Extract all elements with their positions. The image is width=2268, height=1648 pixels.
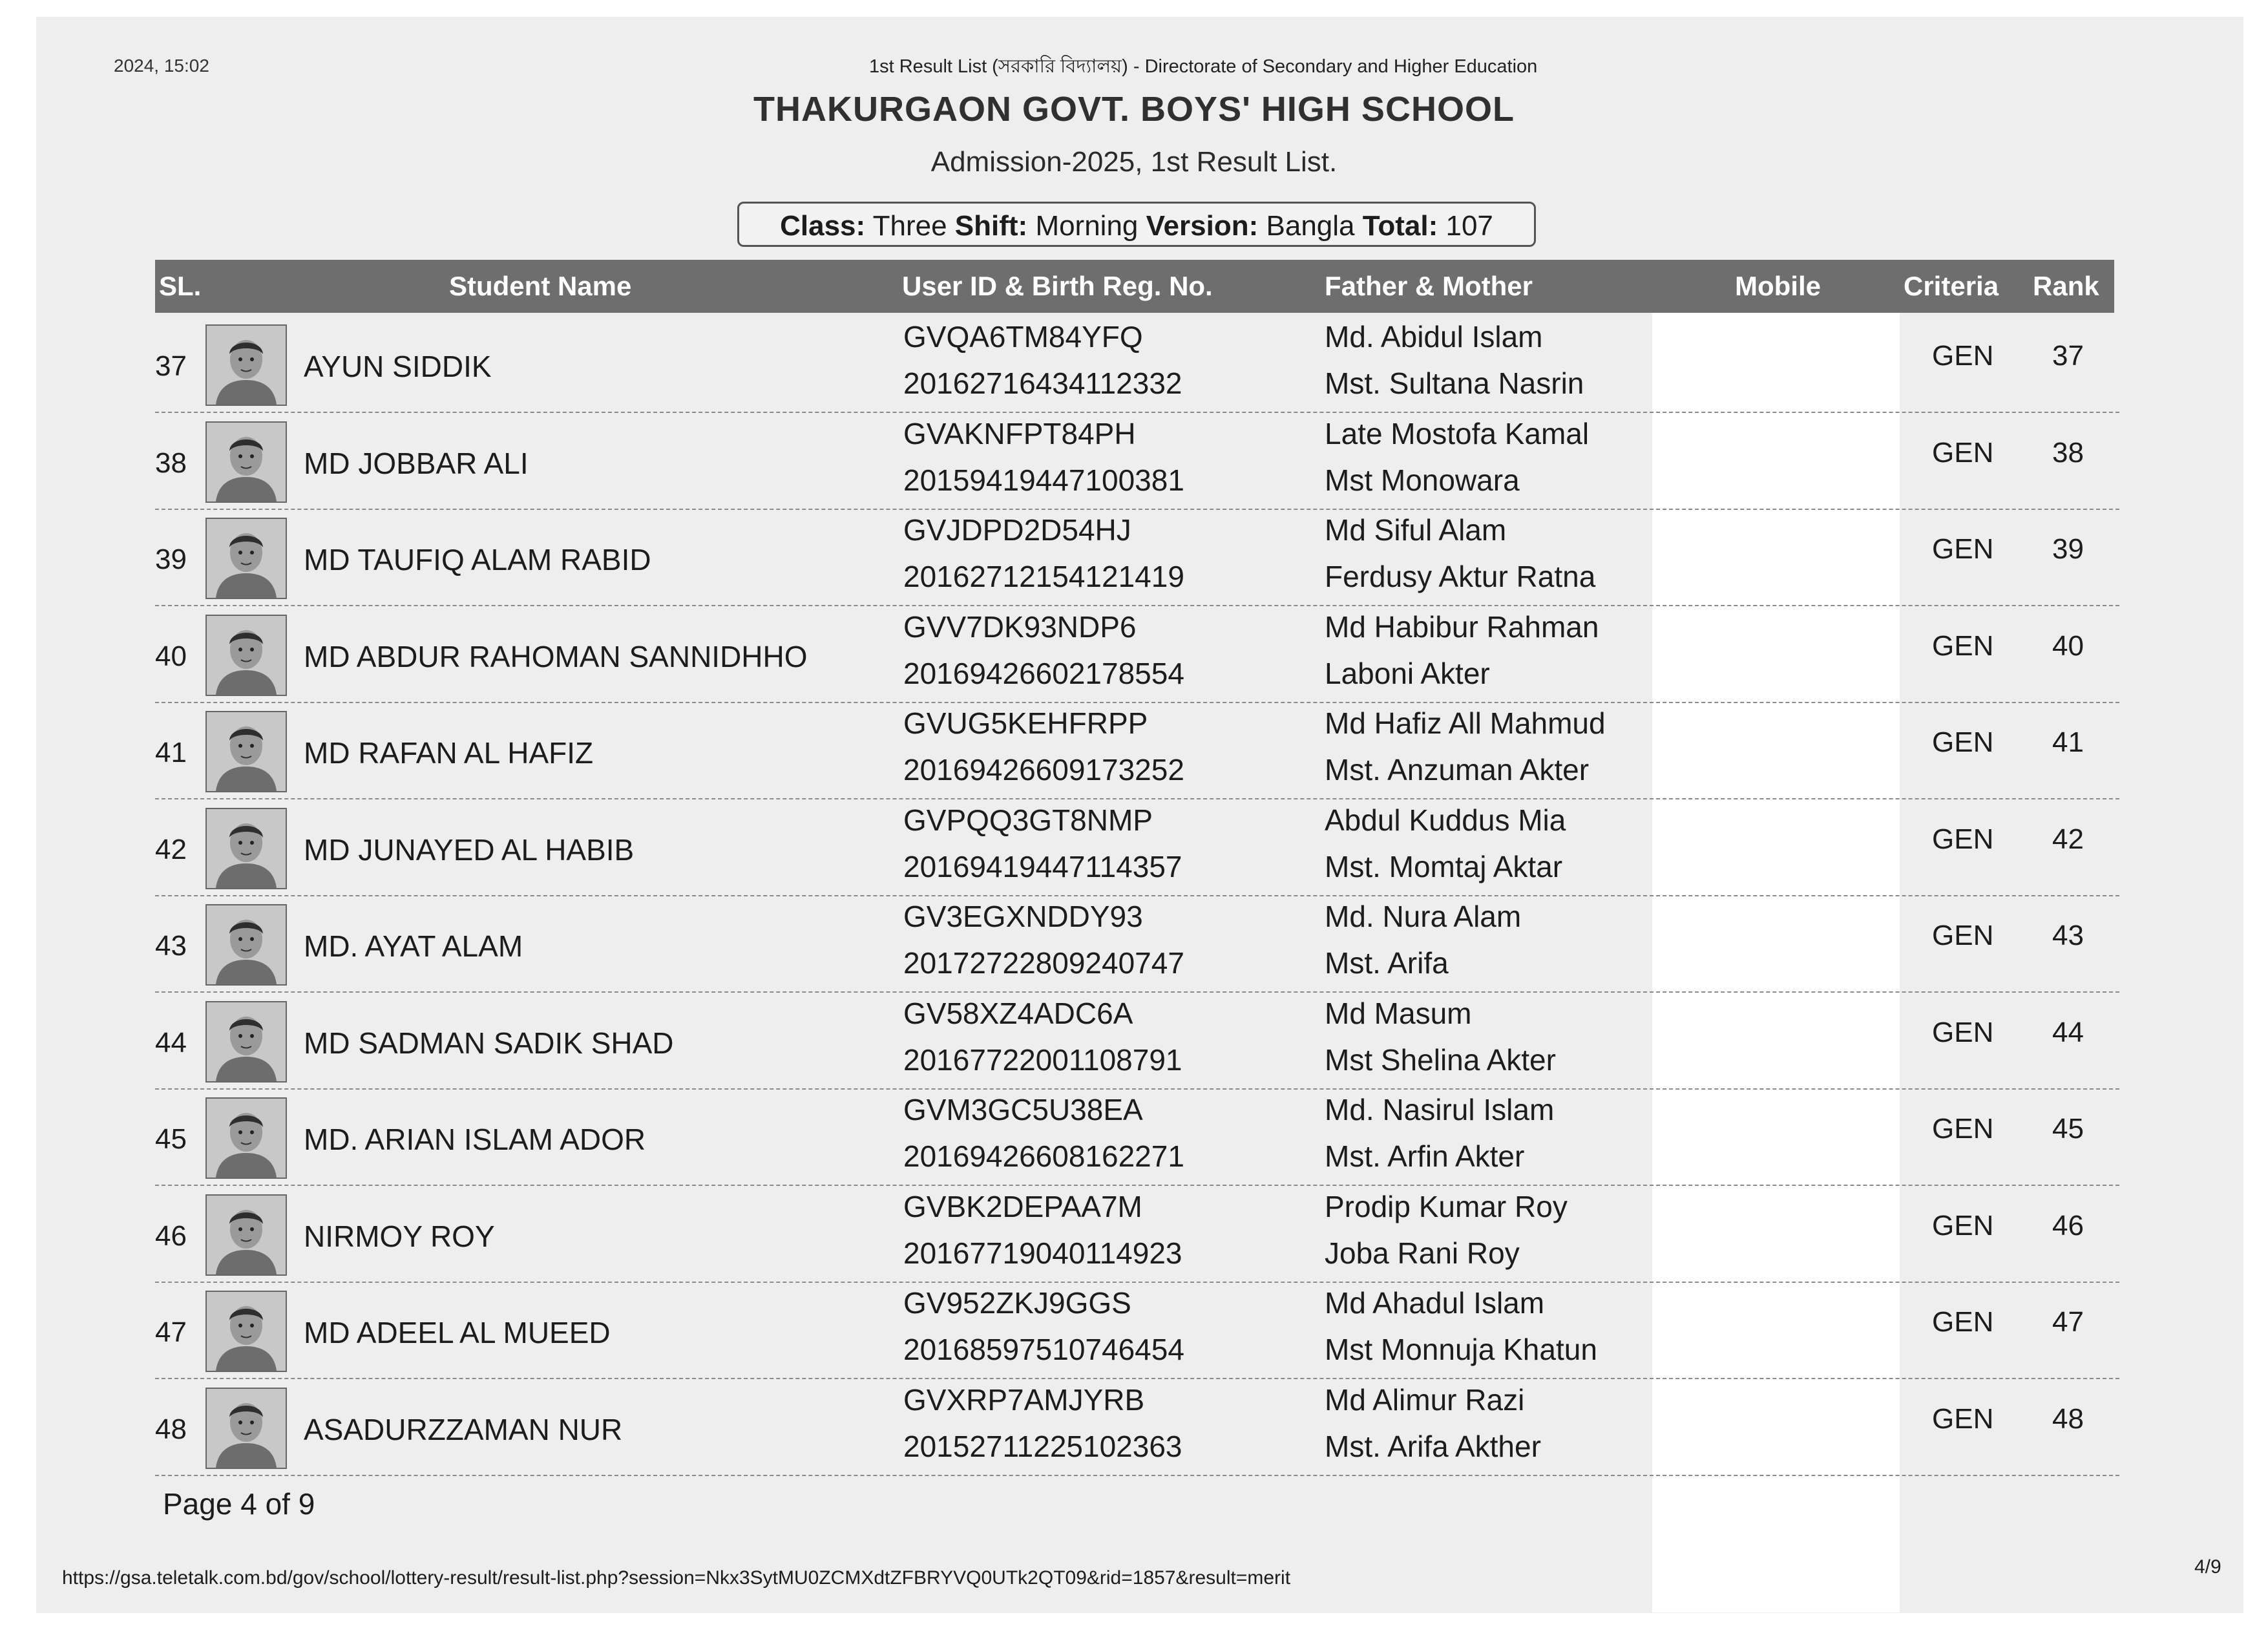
row-serial: 37 <box>155 350 187 382</box>
criteria: GEN <box>1932 1113 1994 1145</box>
row-divider <box>155 509 2119 510</box>
table-row <box>155 899 2119 996</box>
version-value: Bangla <box>1266 210 1355 242</box>
birth-reg-no: 20152711225102363 <box>903 1430 1182 1463</box>
row-divider <box>155 991 2119 993</box>
user-id: GV3EGXNDDY93 <box>903 900 1143 933</box>
user-id: GV952ZKJ9GGS <box>903 1286 1131 1320</box>
class-label: Class: <box>780 210 866 242</box>
student-photo <box>205 904 287 986</box>
criteria: GEN <box>1932 1210 1994 1241</box>
student-name: MD JUNAYED AL HABIB <box>304 833 635 867</box>
rank: 47 <box>2052 1306 2084 1338</box>
row-divider <box>155 1475 2119 1476</box>
rank: 37 <box>2052 340 2084 372</box>
class-info-box <box>737 202 1536 247</box>
rank: 45 <box>2052 1113 2084 1145</box>
criteria: GEN <box>1932 533 1994 565</box>
rank: 39 <box>2052 533 2084 565</box>
table-row <box>155 996 2119 1093</box>
row-serial: 38 <box>155 447 187 479</box>
version-label: Version: <box>1146 210 1259 242</box>
student-photo <box>205 1388 287 1469</box>
user-id: GVAKNFPT84PH <box>903 417 1136 450</box>
student-name: MD ABDUR RAHOMAN SANNIDHHO <box>304 640 808 673</box>
birth-reg-no: 20167722001108791 <box>903 1043 1182 1077</box>
shift-label: Shift: <box>954 210 1028 242</box>
mother-name: Mst Monowara <box>1325 463 1520 497</box>
row-serial: 39 <box>155 544 187 575</box>
student-name: MD TAUFIQ ALAM RABID <box>304 543 651 576</box>
row-serial: 43 <box>155 930 187 962</box>
col-mobile: Mobile <box>1735 271 1821 301</box>
user-id: GVBK2DEPAA7M <box>903 1190 1142 1223</box>
col-sl: SL. <box>159 271 202 301</box>
student-name: MD SADMAN SADIK SHAD <box>304 1026 674 1060</box>
student-name: MD. ARIAN ISLAM ADOR <box>304 1123 646 1156</box>
rank: 43 <box>2052 920 2084 951</box>
user-id: GVV7DK93NDP6 <box>903 610 1137 644</box>
user-id: GVJDPD2D54HJ <box>903 513 1131 547</box>
col-parents: Father & Mother <box>1325 271 1533 301</box>
student-photo <box>205 808 287 889</box>
col-criteria: Criteria <box>1904 271 1999 301</box>
father-name: Md. Abidul Islam <box>1325 320 1543 354</box>
shift-value: Morning <box>1035 210 1139 242</box>
criteria: GEN <box>1932 437 1994 469</box>
student-photo <box>205 324 287 406</box>
student-photo <box>205 421 287 503</box>
row-divider <box>155 1282 2119 1283</box>
mother-name: Joba Rani Roy <box>1325 1236 1520 1270</box>
table-row <box>155 609 2119 706</box>
student-name: MD ADEEL AL MUEED <box>304 1316 611 1349</box>
birth-reg-no: 20169419447114357 <box>903 850 1182 883</box>
page-number: 4/9 <box>2194 1556 2221 1578</box>
table-row <box>155 319 2119 416</box>
col-rank: Rank <box>2033 271 2099 301</box>
row-divider <box>155 412 2119 413</box>
col-user-id: User ID & Birth Reg. No. <box>902 271 1213 301</box>
student-name: MD JOBBAR ALI <box>304 447 529 480</box>
rank: 40 <box>2052 630 2084 662</box>
table-row <box>155 416 2119 513</box>
list-subtitle: Admission-2025, 1st Result List. <box>930 146 1338 178</box>
birth-reg-no: 20168597510746454 <box>903 1333 1184 1366</box>
rank: 38 <box>2052 437 2084 469</box>
mother-name: Mst. Arifa <box>1325 946 1449 980</box>
birth-reg-no: 20169426609173252 <box>903 753 1184 787</box>
mother-name: Mst. Arfin Akter <box>1325 1139 1525 1173</box>
father-name: Late Mostofa Kamal <box>1325 417 1590 450</box>
table-header <box>155 260 2114 313</box>
criteria: GEN <box>1932 630 1994 662</box>
table-row <box>155 803 2119 900</box>
father-name: Md. Nasirul Islam <box>1325 1093 1555 1126</box>
row-serial: 48 <box>155 1413 187 1445</box>
rank: 41 <box>2052 726 2084 758</box>
mother-name: Mst Shelina Akter <box>1325 1043 1556 1077</box>
user-id: GVQA6TM84YFQ <box>903 320 1143 354</box>
criteria: GEN <box>1932 1403 1994 1435</box>
row-divider <box>155 605 2119 606</box>
user-id: GVXRP7AMJYRB <box>903 1383 1145 1417</box>
row-serial: 45 <box>155 1123 187 1155</box>
mother-name: Mst. Momtaj Aktar <box>1325 850 1563 883</box>
user-id: GV58XZ4ADC6A <box>903 997 1133 1030</box>
birth-reg-no: 20169426608162271 <box>903 1139 1184 1173</box>
row-divider <box>155 1088 2119 1090</box>
table-row <box>155 512 2119 609</box>
col-student-name: Student Name <box>449 271 632 301</box>
criteria: GEN <box>1932 726 1994 758</box>
birth-reg-no: 20162716434112332 <box>903 366 1182 400</box>
rank: 42 <box>2052 823 2084 855</box>
student-photo <box>205 1291 287 1372</box>
mother-name: Laboni Akter <box>1325 657 1490 690</box>
mother-name: Mst Monnuja Khatun <box>1325 1333 1597 1366</box>
class-value: Three <box>872 210 947 242</box>
student-name: NIRMOY ROY <box>304 1220 495 1253</box>
total-value: 107 <box>1445 210 1493 242</box>
mother-name: Ferdusy Aktur Ratna <box>1325 560 1596 593</box>
birth-reg-no: 20162712154121419 <box>903 560 1184 593</box>
father-name: Md Habibur Rahman <box>1325 610 1599 644</box>
table-row <box>155 1092 2119 1189</box>
row-divider <box>155 1185 2119 1186</box>
student-name: AYUN SIDDIK <box>304 350 492 383</box>
mother-name: Mst. Anzuman Akter <box>1325 753 1590 787</box>
table-row <box>155 1189 2119 1286</box>
total-label: Total: <box>1362 210 1438 242</box>
rank: 48 <box>2052 1403 2084 1435</box>
student-photo <box>205 1097 287 1179</box>
criteria: GEN <box>1932 1306 1994 1338</box>
row-serial: 47 <box>155 1316 187 1348</box>
student-photo <box>205 518 287 599</box>
print-datetime: 2024, 15:02 <box>114 56 209 76</box>
user-id: GVUG5KEHFRPP <box>903 706 1148 740</box>
criteria: GEN <box>1932 920 1994 951</box>
directorate-line: 1st Result List (সরকারি বিদ্যালয়) - Directorate of Secondary and Higher Education <box>869 56 1538 77</box>
mother-name: Mst. Sultana Nasrin <box>1325 366 1584 400</box>
row-serial: 40 <box>155 640 187 672</box>
row-divider <box>155 895 2119 896</box>
student-photo <box>205 1194 287 1276</box>
father-name: Md Alimur Razi <box>1325 1383 1525 1417</box>
father-name: Prodip Kumar Roy <box>1325 1190 1568 1223</box>
father-name: Abdul Kuddus Mia <box>1325 803 1566 837</box>
row-serial: 42 <box>155 834 187 865</box>
user-id: GVPQQ3GT8NMP <box>903 803 1153 837</box>
father-name: Md. Nura Alam <box>1325 900 1522 933</box>
father-name: Md Masum <box>1325 997 1472 1030</box>
row-serial: 41 <box>155 737 187 768</box>
student-photo <box>205 711 287 792</box>
birth-reg-no: 20172722809240747 <box>903 946 1184 980</box>
father-name: Md Ahadul Islam <box>1325 1286 1545 1320</box>
criteria: GEN <box>1932 340 1994 372</box>
row-serial: 46 <box>155 1220 187 1252</box>
father-name: Md Hafiz All Mahmud <box>1325 706 1606 740</box>
student-name: MD RAFAN AL HAFIZ <box>304 736 594 770</box>
father-name: Md Siful Alam <box>1325 513 1507 547</box>
birth-reg-no: 20169426602178554 <box>903 657 1184 690</box>
page-indicator: Page 4 of 9 <box>163 1487 315 1521</box>
birth-reg-no: 20167719040114923 <box>903 1236 1182 1270</box>
row-divider <box>155 798 2119 799</box>
school-name: THAKURGAON GOVT. BOYS' HIGH SCHOOL <box>753 90 1515 129</box>
page-url: https://gsa.teletalk.com.bd/gov/school/lottery-result/result-list.php?session=Nkx3SytMU0ZCMXdtZFBRYVQ0UTk2QT09&rid=1857&result=merit <box>62 1567 1291 1589</box>
student-photo <box>205 1001 287 1083</box>
birth-reg-no: 20159419447100381 <box>903 463 1184 497</box>
criteria: GEN <box>1932 823 1994 855</box>
user-id: GVM3GC5U38EA <box>903 1093 1143 1126</box>
row-serial: 44 <box>155 1027 187 1059</box>
student-photo <box>205 615 287 696</box>
rank: 44 <box>2052 1017 2084 1048</box>
table-row <box>155 1382 2119 1479</box>
table-row <box>155 1285 2119 1382</box>
criteria: GEN <box>1932 1017 1994 1048</box>
row-divider <box>155 1378 2119 1379</box>
student-name: ASADURZZAMAN NUR <box>304 1413 623 1446</box>
mother-name: Mst. Arifa Akther <box>1325 1430 1541 1463</box>
rank: 46 <box>2052 1210 2084 1241</box>
table-row <box>155 706 2119 803</box>
row-divider <box>155 702 2119 703</box>
student-name: MD. AYAT ALAM <box>304 929 523 963</box>
